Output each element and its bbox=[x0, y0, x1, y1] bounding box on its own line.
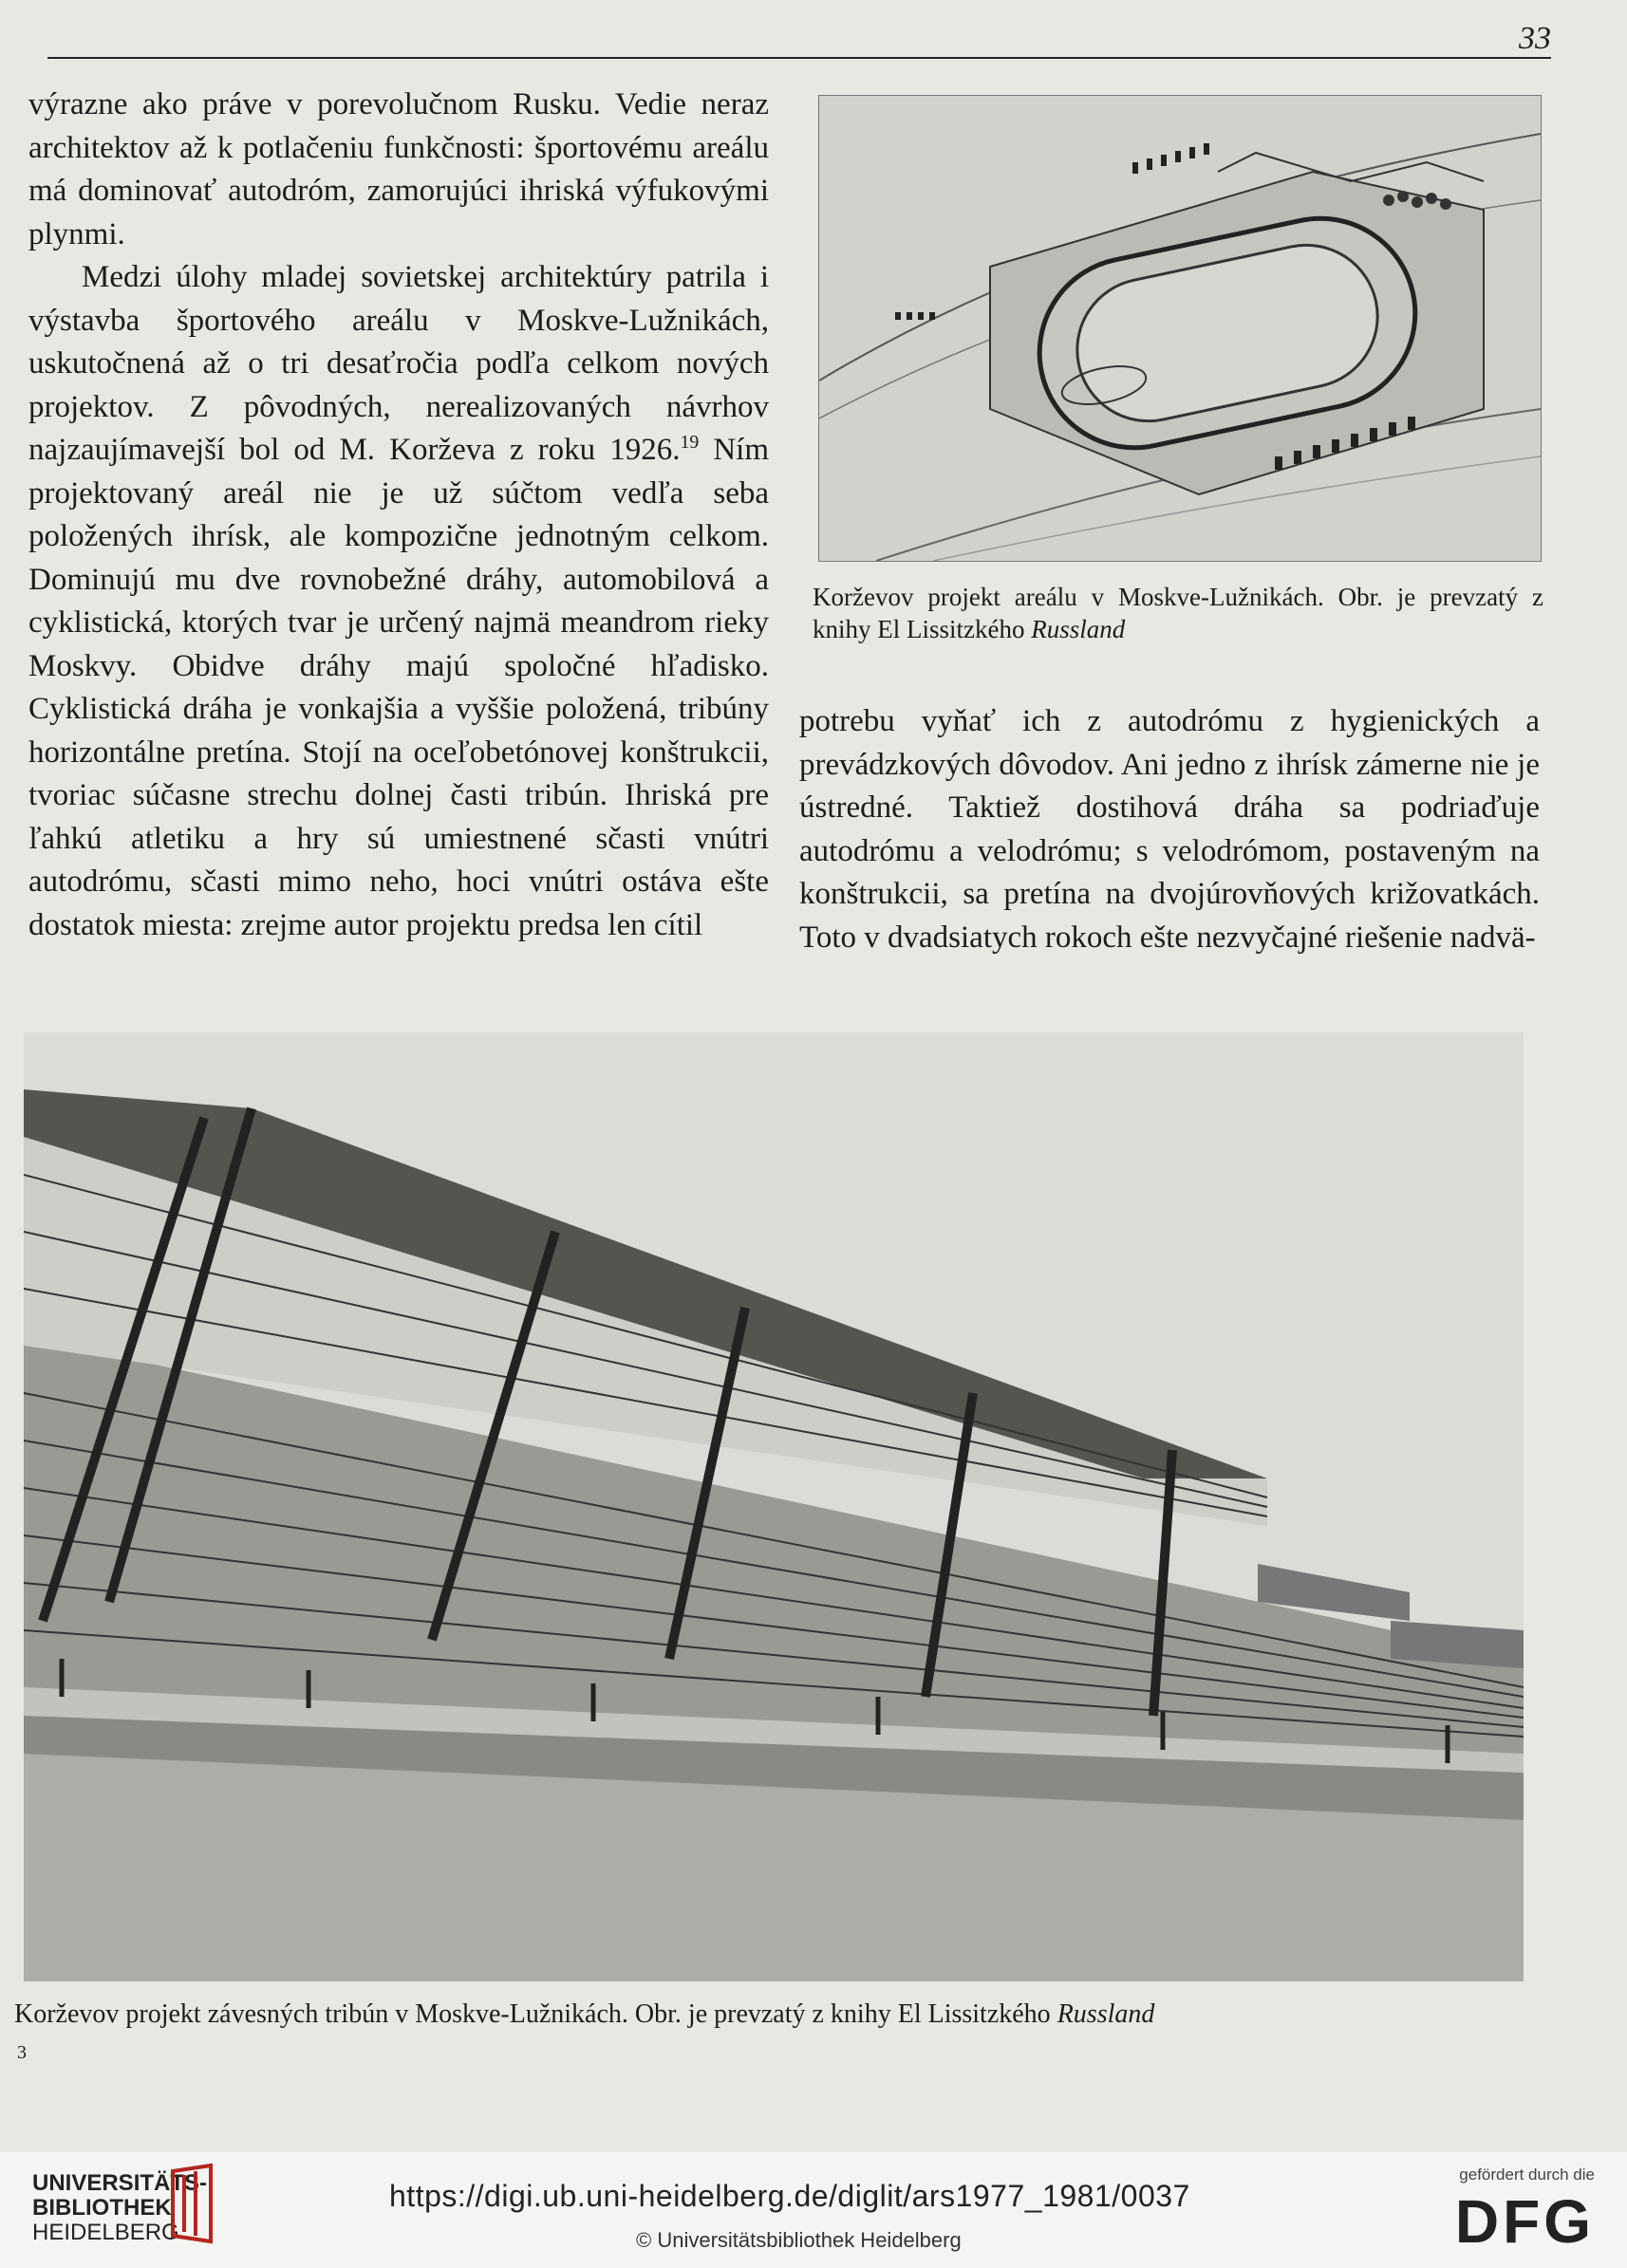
plate-number: 3 bbox=[17, 2042, 27, 2063]
figure-caption-plan bbox=[813, 581, 1543, 645]
copyright-notice: © Universitätsbibliothek Heidelberg bbox=[636, 2228, 962, 2252]
paragraph-2 bbox=[28, 256, 769, 947]
caption-plan-book-title: Russland bbox=[1031, 615, 1126, 643]
paragraph-3: potrebu vyňať ich z autodrómu z hygienických a prevádzkových dôvodov. Ani jedno z ihrísk zámerne nie je ústredné. Taktiež dostihová dráha sa podriaďuje autodrómu a velodrómu; s velodrómom, postaveným na konštrukcii, sa pretína na dvojúrovňových križovatkách. Toto v dvadsiatych rokoch ešte nezvyčajné riešenie nadvä- bbox=[799, 704, 1540, 955]
dfg-logo: DFG bbox=[1454, 2187, 1595, 2256]
library-logo-icon bbox=[163, 2162, 220, 2245]
caption-plan-text: Korževov projekt areálu v Moskve-Lužnikách. Obr. je prevzatý z knihy El Lissitzkého bbox=[813, 583, 1543, 643]
paragraph-1: výrazne ako práve v porevolučnom Rusku. Vedie neraz architektov až k potlačeniu funkčnosti: športovému areálu má dominovať autodróm, zamorujúci ihriská výfukovými plynmi. bbox=[28, 87, 769, 251]
funder-label: gefördert durch die bbox=[1459, 2166, 1595, 2184]
footnote-ref: 19 bbox=[680, 432, 700, 453]
header-rule bbox=[47, 57, 1551, 59]
caption-stands-text: Korževov projekt závesných tribún v Moskve-Lužnikách. Obr. je prevzatý z knihy El Lissitzkého bbox=[14, 1999, 1057, 2029]
paragraph-2-text: Medzi úlohy mladej sovietskej architektúry patrila i výstavba športového areálu v Moskve-Lužnikách, uskutočnená až o tri desaťročia podľa celkom nových projektov. Z pôvodných, nerealizovaných návrhov najzaujímavejší bol od M. Korževa z roku 1926. bbox=[28, 260, 769, 467]
stadium-stands-photo bbox=[24, 1032, 1524, 1981]
text-column-right bbox=[799, 700, 1540, 959]
library-name-line-2: BIBLIOTHEK bbox=[32, 2195, 172, 2221]
text-column-left bbox=[28, 84, 769, 947]
library-footer bbox=[0, 2152, 1627, 2268]
figure-caption-stands bbox=[14, 1998, 1343, 2032]
caption-stands-book-title: Russland bbox=[1057, 1999, 1155, 2029]
page-number: 33 bbox=[1519, 21, 1551, 56]
paragraph-2-tail: Ním projektovaný areál nie je už súčtom vedľa seba položených ihrísk, ale kompozične jednotným celkom. Dominujú mu dve rovnobežné dráhy, automobilová a cyklistická, ktorých tvar je určený najmä meandrom rieky Moskvy. Obidve dráhy majú spoločné hľadisko. Cyklistická dráha je vonkajšia a vyššie položená, tribúny horizontálne pretína. Stojí na oceľobetónovej konštrukcii, tvoriac súčasne strechu dolnej časti tribún. Ihriská pre ľahkú atletiku a hry sú umiestnené sčasti vnútri autodrómu, sčasti mimo neho, hoci vnútri ostáva ešte dostatok miesta: zrejme autor projektu predsa len cítil bbox=[28, 433, 770, 942]
source-url-link[interactable]: https://digi.ub.uni-heidelberg.de/diglit/ars1977_1981/0037 bbox=[389, 2179, 1190, 2213]
library-name-line-1: UNIVERSITÄTS- bbox=[32, 2170, 208, 2196]
library-name-line-3: HEIDELBERG bbox=[32, 2220, 179, 2245]
aerial-plan-figure bbox=[818, 95, 1542, 562]
